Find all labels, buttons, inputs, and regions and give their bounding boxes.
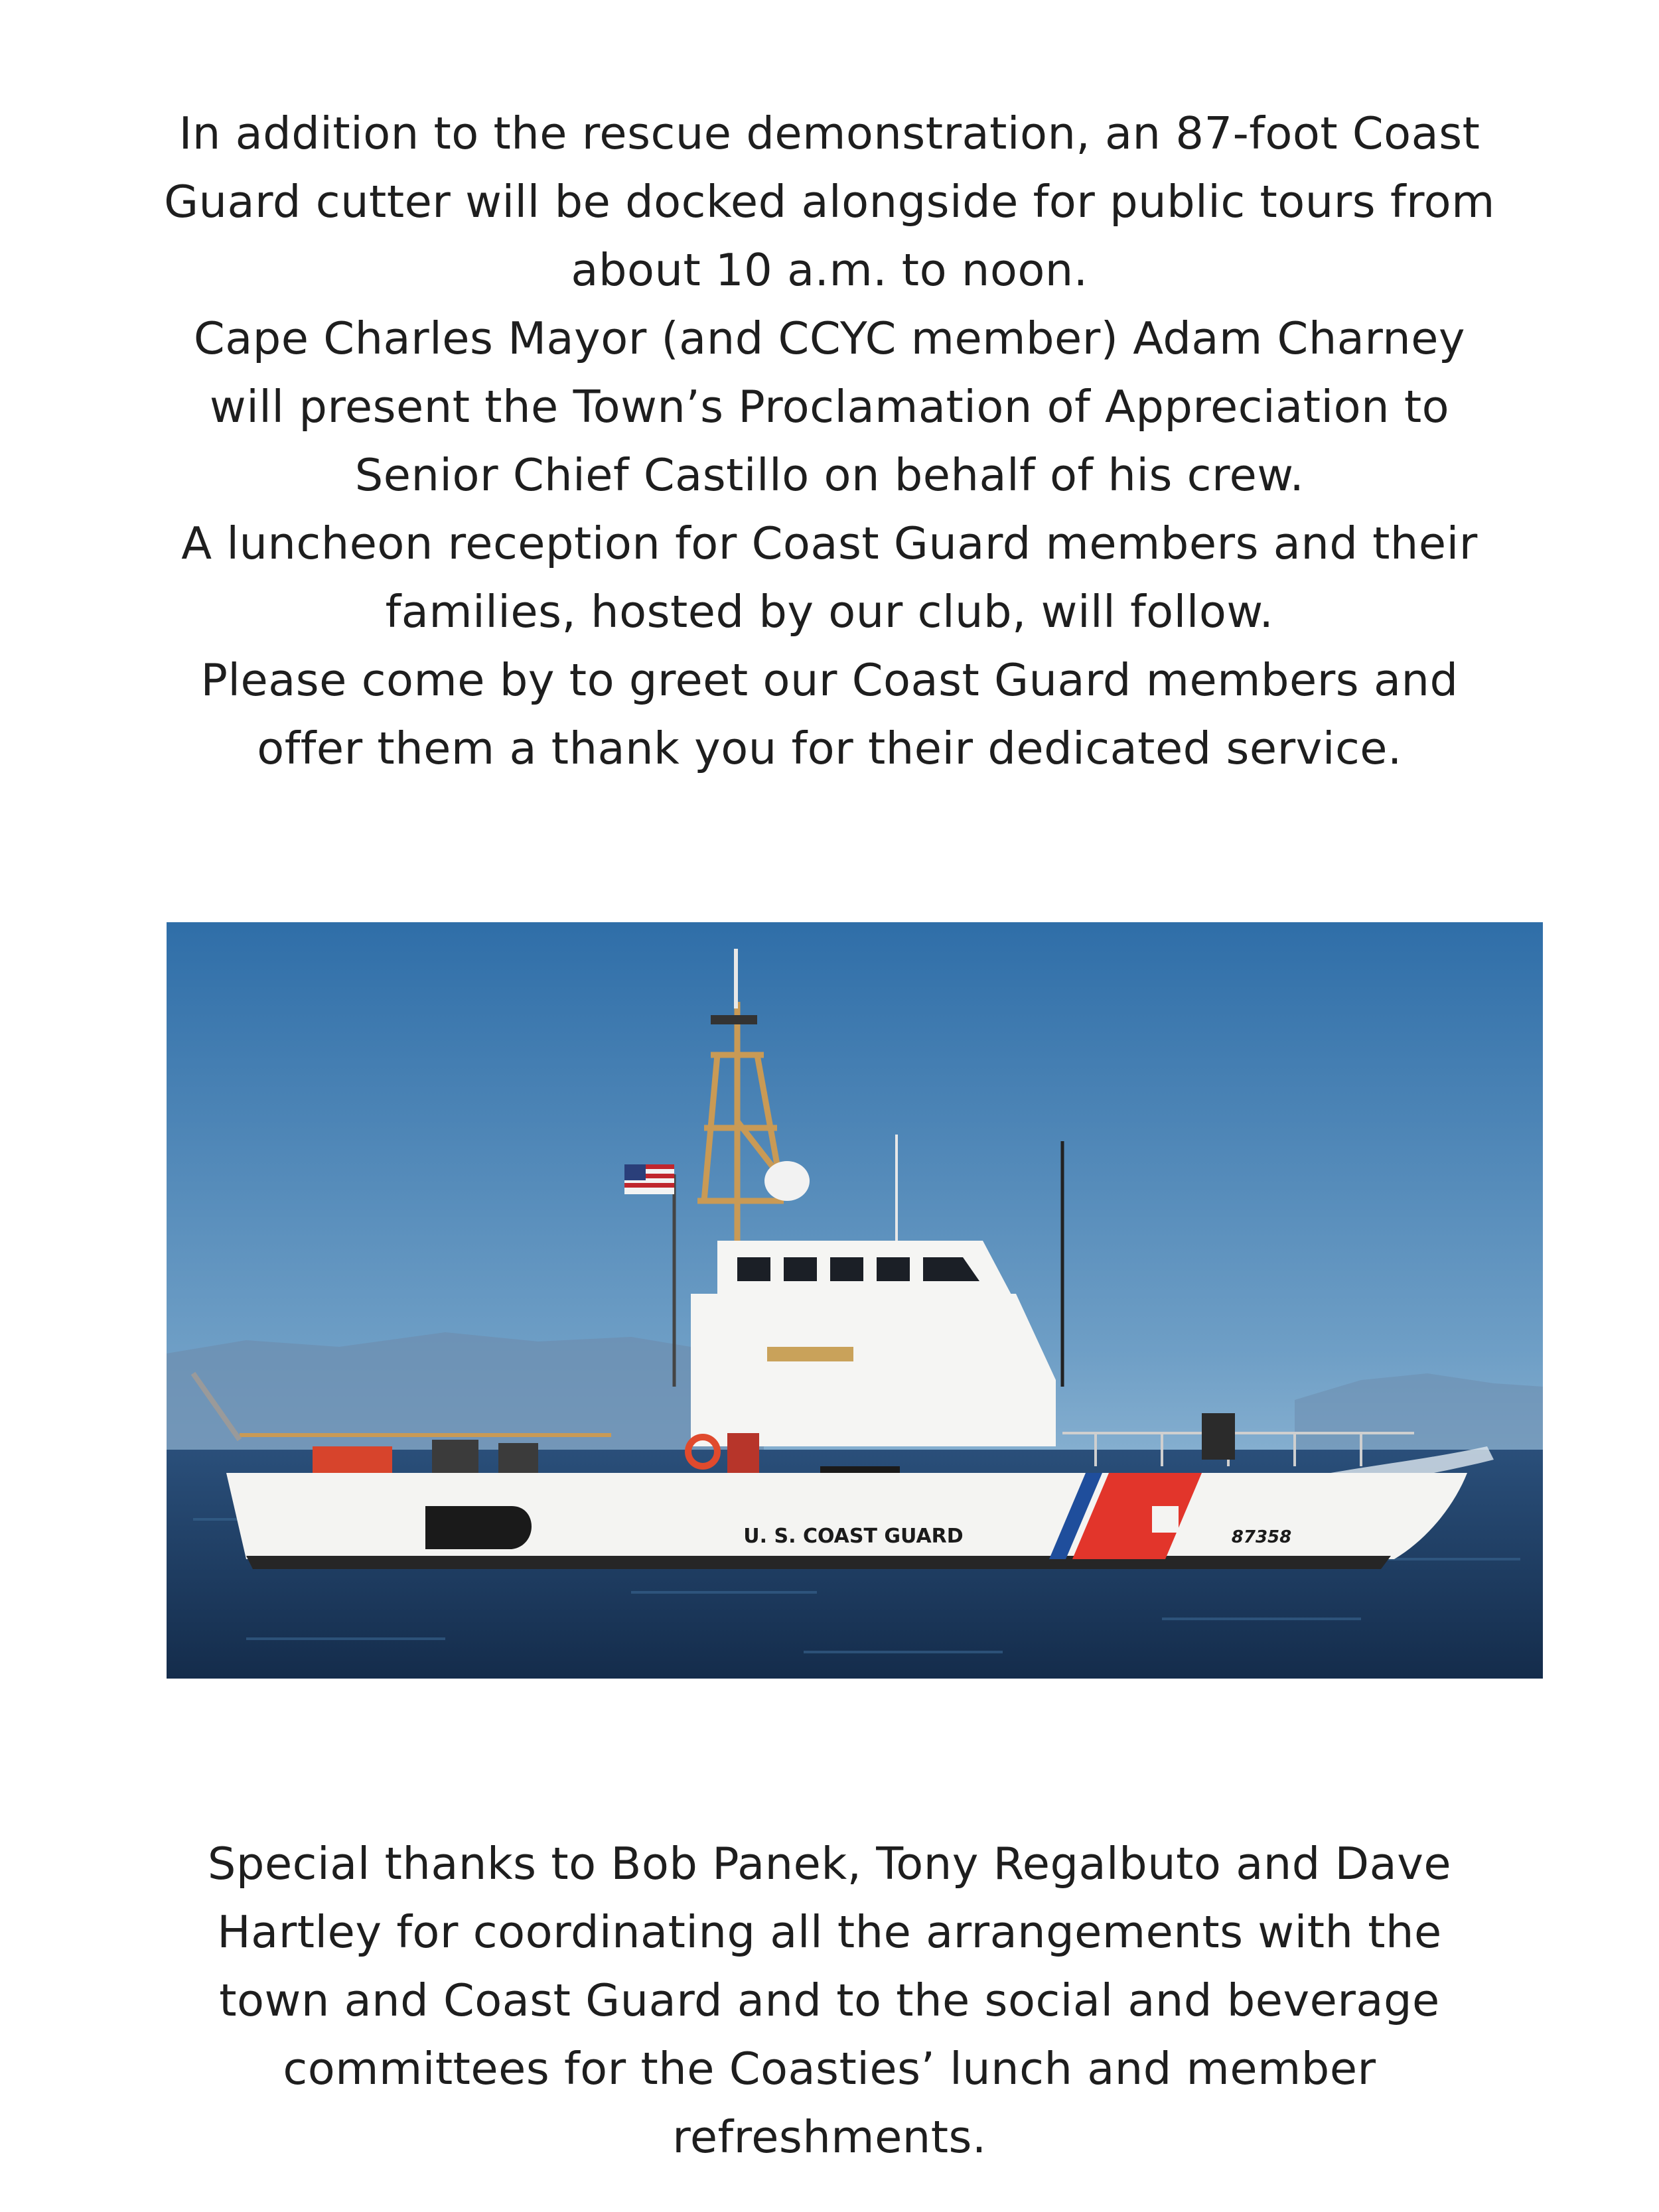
us-flag-icon <box>624 1164 674 1194</box>
radome <box>764 1161 810 1201</box>
radar-bar <box>711 1015 757 1024</box>
text-line: A luncheon reception for Coast Guard members and their <box>181 518 1478 569</box>
text-line: Special thanks to Bob Panek, Tony Regalbuto and Dave <box>207 1838 1452 1890</box>
text-line: offer them a thank you for their dedicated service. <box>257 723 1402 774</box>
text-line: Please come by to greet our Coast Guard members and <box>200 654 1459 706</box>
text-line: Cape Charles Mayor (and CCYC member) Adam Charney <box>193 312 1466 364</box>
superstructure <box>691 1294 1056 1446</box>
text-line: Hartley for coordinating all the arrangements with the <box>217 1906 1442 1958</box>
hull-number: 87358 <box>1231 1527 1292 1547</box>
text-line: families, hosted by our club, will follow. <box>385 586 1274 638</box>
text-line: will present the Town’s Proclamation of Appreciation to <box>209 381 1450 433</box>
acknowledgements-text <box>66 1830 1593 2172</box>
boot-stripe <box>246 1556 1391 1569</box>
text-line: town and Coast Guard and to the social and beverage <box>219 1974 1440 2026</box>
text-line: about 10 a.m. to noon. <box>571 244 1088 296</box>
text-line: Senior Chief Castillo on behalf of his crew. <box>354 449 1305 501</box>
coast-guard-emblem-icon <box>1152 1506 1179 1533</box>
text-line: In addition to the rescue demonstration, an 87-foot Coast <box>179 107 1480 159</box>
stern-rail <box>240 1433 611 1437</box>
emergency-locker <box>727 1433 759 1473</box>
coast-guard-cutter-photo <box>167 922 1543 1679</box>
hull-text: U. S. COAST GUARD <box>743 1525 964 1548</box>
name-board <box>767 1347 853 1361</box>
stern-exhaust-marking <box>425 1506 532 1549</box>
text-line: refreshments. <box>672 2111 987 2163</box>
announcement-text <box>66 100 1593 783</box>
text-line: Guard cutter will be docked alongside for public tours from <box>164 176 1495 228</box>
text-line: committees for the Coasties’ lunch and member <box>283 2043 1376 2095</box>
bow-gun-mount <box>1202 1413 1235 1460</box>
